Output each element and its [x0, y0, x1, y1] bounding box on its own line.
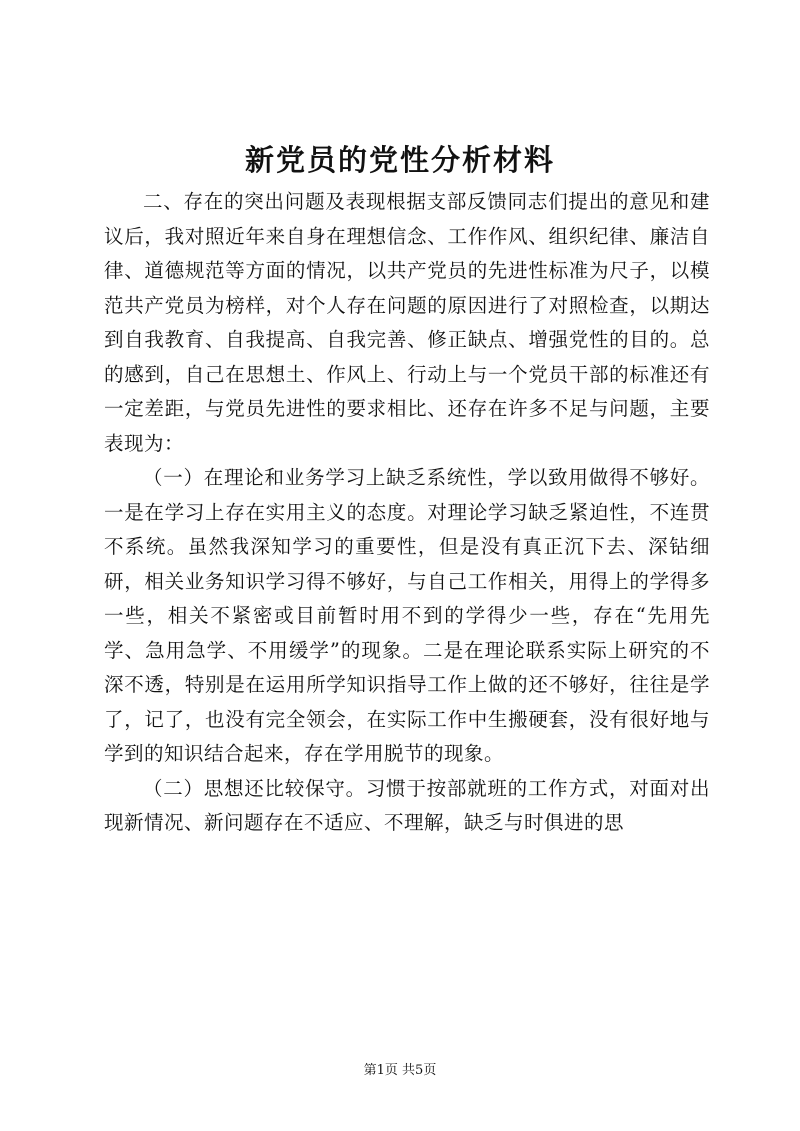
paragraph-point-one: （一）在理论和业务学习上缺乏系统性，学以致用做得不够好。一是在学习上存在实用主义的态度。对理论学习缺乏紧迫性，不连贯不系统。虽然我深知学习的重要性，但是没有真正沉下去、深钻细研，相关业务知识学习得不够好，与自己工作相关，用得上的学得多一些，相关不紧密或目前暂时用不到的学得少一些，存在“先用先学、急用急学、不用缓学”的现象。二是在理论联系实际上研究的不深不透，特别是在运用所学知识指导工作上做的还不够好，往往是学了，记了，也没有完全领会，在实际工作中生搬硬套，没有很好地与学到的知识结合起来，存在学用脱节的现象。 — [104, 466, 710, 765]
document-body — [104, 185, 710, 841]
document-title: 新党员的党性分析材料 — [244, 143, 555, 177]
paragraph-problems-intro: 二、存在的突出问题及表现根据支部反馈同志们提出的意见和建议后，我对照近年来自身在理想信念、工作作风、组织纪律、廉洁自律、道德规范等方面的情况，以共产党员的先进性标准为尺子，以模范共产党员为榜样，对个人存在问题的原因进行了对照检查，以期达到自我教育、自我提高、自我完善、修正缺点、增强党性的目的。总的感到，自己在思想土、作风上、行动上与一个党员干部的标准还有一定差距，与党员先进性的要求相比、还存在许多不足与问题，主要表现为： — [104, 190, 710, 455]
paragraph-point-two: （二）思想还比较保守。习惯于按部就班的工作方式，对面对出现新情况、新问题存在不适应、不理解，缺乏与时俱进的思 — [104, 776, 710, 834]
page-number-footer: 第1页 共5页 — [363, 1063, 437, 1078]
